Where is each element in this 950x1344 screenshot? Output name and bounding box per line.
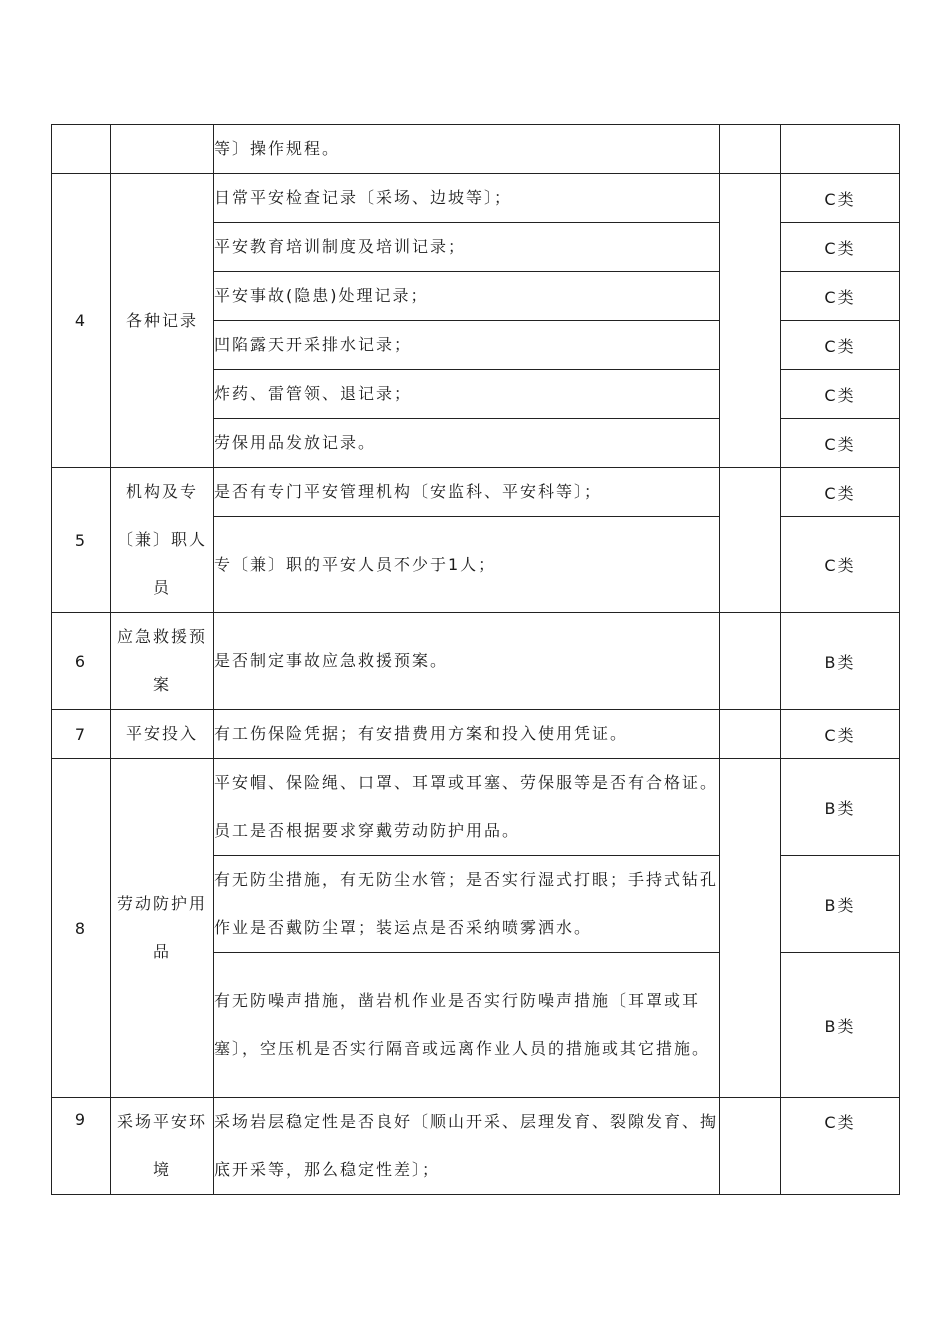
item-class: C类 xyxy=(781,321,900,370)
row-category: 平安投入 xyxy=(111,710,214,759)
item-class: C类 xyxy=(781,370,900,419)
item-class: B类 xyxy=(781,856,900,953)
row-number: 4 xyxy=(52,174,111,468)
row-category: 劳动防护用品 xyxy=(111,759,214,1098)
item-text: 日常平安检查记录〔采场、边坡等〕； xyxy=(214,174,720,223)
blank-cell xyxy=(720,759,781,1098)
blank-cell xyxy=(720,710,781,759)
item-class: C类 xyxy=(781,272,900,321)
row-number xyxy=(52,125,111,174)
item-text: 等〕操作规程。 xyxy=(214,125,720,174)
table-row xyxy=(52,613,900,710)
item-class: C类 xyxy=(781,223,900,272)
item-text: 是否制定事故应急救援预案。 xyxy=(214,613,720,710)
item-text: 有无防噪声措施，凿岩机作业是否实行防噪声措施〔耳罩或耳塞〕，空压机是否实行隔音或远离作业人员的措施或其它措施。 xyxy=(214,953,720,1098)
blank-cell xyxy=(720,468,781,613)
item-text: 有工伤保险凭据；有安措费用方案和投入使用凭证。 xyxy=(214,710,720,759)
row-number: 7 xyxy=(52,710,111,759)
blank-cell xyxy=(720,613,781,710)
item-class: B类 xyxy=(781,613,900,710)
inspection-table xyxy=(51,124,900,1195)
item-text: 炸药、雷管领、退记录； xyxy=(214,370,720,419)
item-class: B类 xyxy=(781,759,900,856)
item-text: 专〔兼〕职的平安人员不少于1人； xyxy=(214,517,720,613)
table-row xyxy=(52,174,900,223)
blank-cell xyxy=(720,174,781,468)
item-class: C类 xyxy=(781,1098,900,1195)
row-category: 各种记录 xyxy=(111,174,214,468)
item-text: 平安教育培训制度及培训记录； xyxy=(214,223,720,272)
blank-cell xyxy=(720,1098,781,1195)
table-row xyxy=(52,125,900,174)
row-number: 8 xyxy=(52,759,111,1098)
item-class: C类 xyxy=(781,468,900,517)
item-text: 有无防尘措施，有无防尘水管；是否实行湿式打眼；手持式钻孔作业是否戴防尘罩；装运点是否采纳喷雾洒水。 xyxy=(214,856,720,953)
item-text: 是否有专门平安管理机构〔安监科、平安科等〕； xyxy=(214,468,720,517)
row-category: 采场平安环境 xyxy=(111,1098,214,1195)
row-category xyxy=(111,125,214,174)
item-class: C类 xyxy=(781,517,900,613)
row-category: 机构及专〔兼〕职人员 xyxy=(111,468,214,613)
item-class: C类 xyxy=(781,174,900,223)
blank-cell xyxy=(720,125,781,174)
row-number: 5 xyxy=(52,468,111,613)
item-text: 劳保用品发放记录。 xyxy=(214,419,720,468)
row-category: 应急救援预案 xyxy=(111,613,214,710)
item-class: B类 xyxy=(781,953,900,1098)
item-text: 平安事故(隐患)处理记录； xyxy=(214,272,720,321)
table-row xyxy=(52,468,900,517)
item-text: 采场岩层稳定性是否良好〔顺山开采、层理发育、裂隙发育、掏底开采等，那么稳定性差〕； xyxy=(214,1098,720,1195)
row-number: 6 xyxy=(52,613,111,710)
item-class xyxy=(781,125,900,174)
table-row xyxy=(52,1098,900,1195)
table-row xyxy=(52,710,900,759)
item-class: C类 xyxy=(781,710,900,759)
table-row xyxy=(52,759,900,856)
item-text: 凹陷露天开采排水记录； xyxy=(214,321,720,370)
item-text: 平安帽、保险绳、口罩、耳罩或耳塞、劳保服等是否有合格证。员工是否根据要求穿戴劳动防护用品。 xyxy=(214,759,720,856)
item-class: C类 xyxy=(781,419,900,468)
row-number: 9 xyxy=(52,1098,111,1195)
